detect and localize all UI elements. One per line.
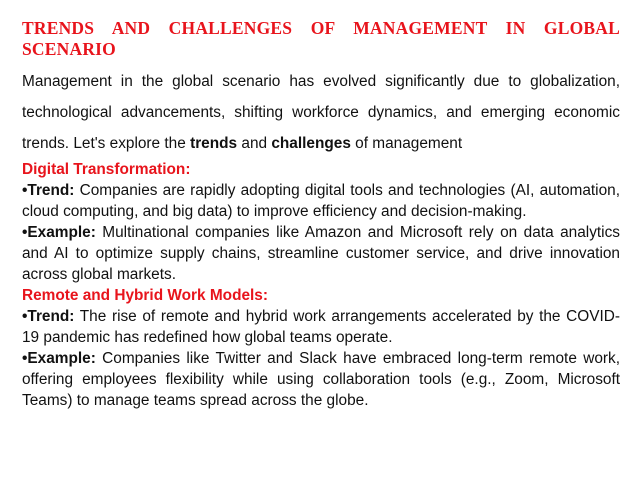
bullet-label: Trend:: [27, 182, 75, 199]
bullet-label: Example:: [27, 350, 96, 367]
section-heading: Digital Transformation:: [22, 161, 191, 178]
bullet-text: Companies like Twitter and Slack have embraced long-term remote work, offering employees flexibility while using collaboration tools (e.g., Zoom, Microsoft Teams) to manage teams spread across the globe.: [22, 350, 620, 409]
bullet-item: [22, 222, 620, 285]
bullet-label: Example:: [27, 224, 96, 241]
intro-text-before: Management in the global scenario has evolved significantly due to globalization, technological advancements, shifting workforce dynamics, and emerging economic trends. Let's explore the: [22, 73, 620, 152]
bullet-icon: •: [22, 350, 28, 367]
section-digital-transformation: [22, 159, 620, 285]
bullet-text: Multinational companies like Amazon and Microsoft rely on data analytics and AI to optimize supply chains, streamline customer service, and drive innovation across global markets.: [22, 224, 620, 283]
intro-paragraph: [22, 66, 620, 159]
bullet-icon: •: [22, 224, 28, 241]
section-remote-hybrid-work: [22, 285, 620, 411]
intro-text-between: and: [237, 135, 272, 152]
bullet-text: Companies are rapidly adopting digital tools and technologies (AI, automation, cloud computing, and big data) to improve efficiency and decision-making.: [22, 182, 620, 220]
section-heading: Remote and Hybrid Work Models:: [22, 287, 268, 304]
bullet-label: Trend:: [27, 308, 75, 325]
bullet-item: [22, 348, 620, 411]
bullet-icon: •: [22, 182, 28, 199]
intro-text-after: of management: [350, 135, 463, 152]
intro-strong-trends: trends: [190, 135, 238, 152]
bullet-item: [22, 180, 620, 222]
bullet-icon: •: [22, 308, 28, 325]
bullet-text: The rise of remote and hybrid work arrangements accelerated by the COVID-19 pandemic has redefined how global teams operate.: [22, 308, 620, 346]
bullet-item: [22, 306, 620, 348]
slide-title: TRENDS AND CHALLENGES OF MANAGEMENT IN GLOBAL SCENARIO: [22, 18, 620, 59]
intro-strong-challenges: challenges: [271, 135, 351, 152]
